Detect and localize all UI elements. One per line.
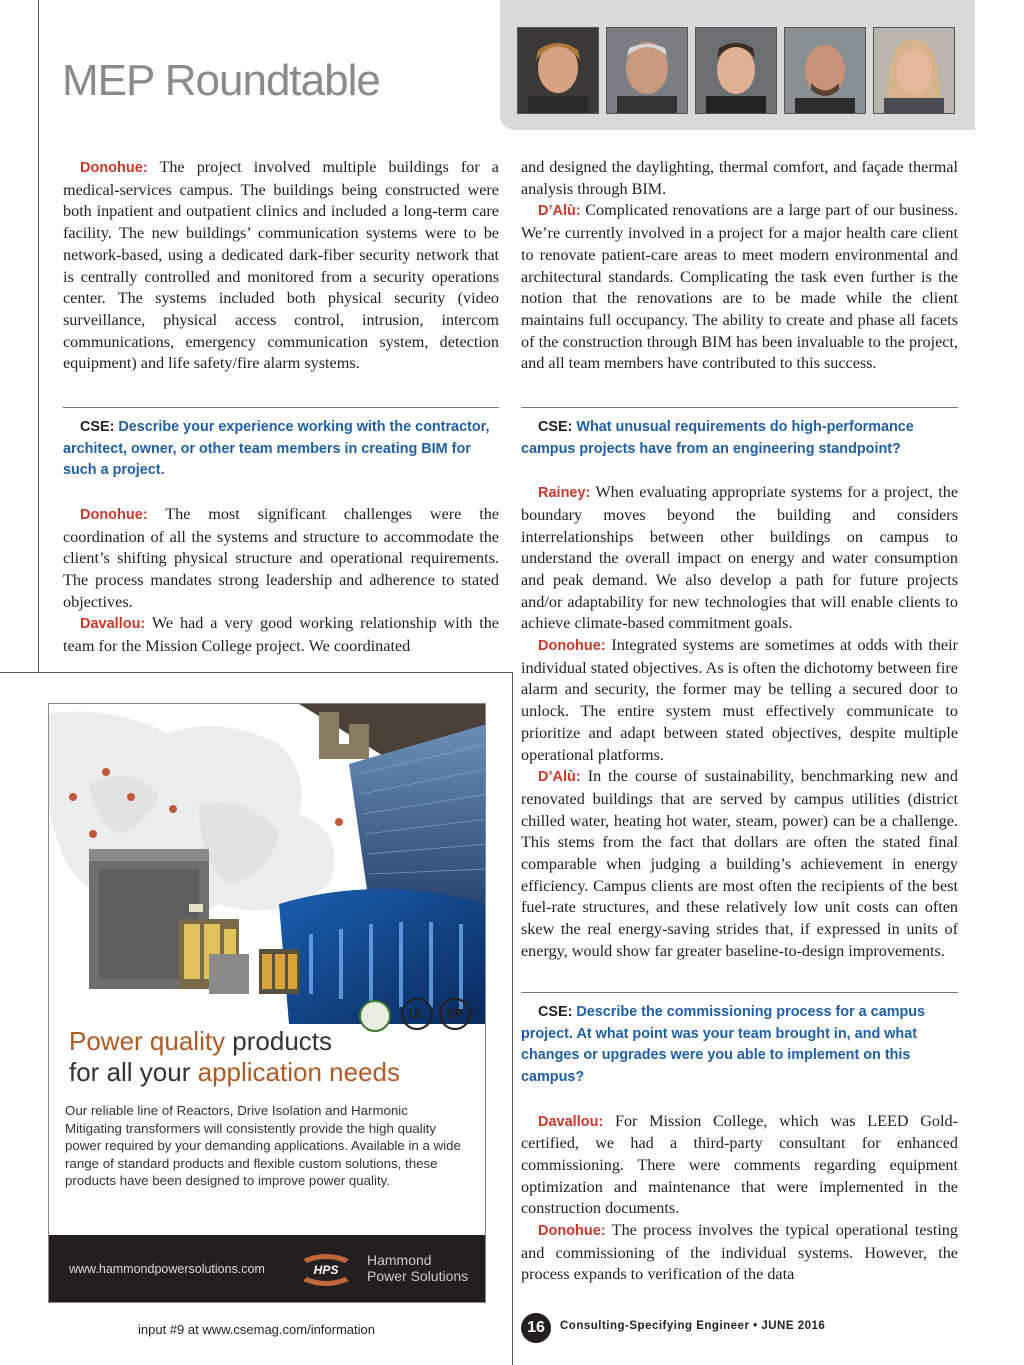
paragraph-text: In the course of sustainability, benchmarking new and renovated buildings that are served by campus utilities (district chilled water, heating hot water, steam, power) can be a challenge. This stems from the fact that dollars are often the stated final comparable when judging a building’s achievement in energy efficiency. Campus clients are most often the recipients of the best fuel-rate structures, and these relatively low unit costs can often skew the real energy-saving strides that, if expressed in units of energy, would show far greater baseline-to-design improvements. [521, 767, 958, 960]
spacer [521, 460, 958, 482]
question-label: CSE: [538, 1004, 573, 1020]
question-label: CSE: [538, 419, 573, 435]
registered-mark: ® [473, 1007, 480, 1017]
paragraph [63, 613, 499, 657]
panelist-photo-1 [517, 27, 599, 114]
paragraph-text: The most significant challenges were the coordination of all the systems and structure to accommodate the client’s shifting physical structure and operational requirements. The process mandates strong leadership and adherence to stated objectives. [63, 504, 499, 611]
right-column-top [521, 157, 958, 375]
section-rule [521, 992, 958, 993]
ad-heading-text: for all your [69, 1057, 198, 1087]
ad-website-link[interactable]: www.hammondpowersolutions.com [69, 1262, 265, 1276]
speaker-name: Davallou: [80, 616, 146, 633]
panelist-photo-4 [784, 27, 866, 114]
right-column-middle [521, 417, 958, 963]
hps-logo-text: HPS [313, 1263, 339, 1277]
ad-footer-bar [49, 1235, 486, 1303]
paragraph [521, 766, 958, 962]
panelist-photo-2 [606, 27, 688, 114]
ad-heading-accent: application needs [197, 1057, 400, 1087]
ad-body-text: Our reliable line of Reactors, Drive Isolation and Harmonic Mitigating transformers will consistently provide the high quality power required by your demanding applications. Available in a wide range of standard products and flexible custom solutions, these products have been designed to improve power quality. [65, 1103, 461, 1188]
panelist-photo-strip [500, 0, 975, 130]
ad-heading-accent: Power quality [69, 1026, 226, 1056]
spacer [63, 482, 499, 504]
paragraph [521, 1220, 958, 1286]
hammond-advertisement[interactable] [48, 703, 486, 1303]
panelist-photo-3 [695, 27, 777, 114]
page-number: 16 [521, 1313, 551, 1343]
ad-heading [69, 1026, 400, 1088]
question [521, 1002, 958, 1089]
brand-name-line-2: Power Solutions [367, 1268, 469, 1284]
right-column-bottom [521, 1002, 958, 1286]
paragraph-text: When evaluating appropriate systems for a project, the boundary moves beyond the building and considers interrelationships between other buildings on campus to understand the overall impact on energy and water consumption and peak demand. We also develop a path for future projects and/or adaptability for new technologies that will enable clients to achieve climate-based commitment goals. [521, 483, 958, 633]
ad-heading-text: products [225, 1026, 333, 1056]
paragraph [521, 482, 958, 635]
speaker-name: Donohue: [538, 1223, 606, 1240]
speaker-name: Donohue: [80, 506, 148, 523]
section-rule [521, 407, 958, 408]
speaker-name: D’Alù: [538, 203, 581, 220]
speaker-name: D’Alù: [538, 769, 581, 786]
panelist-photo-5 [873, 27, 955, 114]
speaker-name: Donohue: [80, 160, 148, 176]
paragraph-text: The process involves the typical operational testing and commissioning of the individual systems. However, the process expands to verification of the data [521, 1221, 958, 1284]
page-title: MEP Roundtable [62, 56, 380, 105]
speaker-name: Rainey: [538, 485, 591, 502]
column-divider-line [38, 0, 39, 672]
csa-certification-mark: SP [439, 998, 471, 1030]
reader-input-note: input #9 at www.csemag.com/information [138, 1322, 375, 1337]
spacer [521, 1089, 958, 1111]
paragraph-text: For Mission College, which was LEED Gold-certified, we had a third-party consultant for enhanced commissioning. There were comments regarding equipment optimization and maintenance that were implemented in the construction documents. [521, 1111, 958, 1218]
question [521, 417, 958, 460]
ad-heading-line-1 [69, 1026, 400, 1057]
speaker-name: Donohue: [538, 638, 606, 655]
section-rule [63, 407, 499, 408]
paragraph [63, 157, 499, 375]
left-column-bottom [63, 417, 499, 658]
hps-logo [295, 1253, 357, 1287]
publication-line: Consulting-Specifying Engineer • JUNE 2016 [560, 1320, 826, 1332]
paragraph-text: Integrated systems are sometimes at odds with their individual stated objectives. As is often the dichotomy between fire alarm and security, the former may be telling a secured door to unlock. The entire system must effectively communicate to prioritize and adapt between stated objectives, despite multiple operational platforms. [521, 636, 958, 764]
paragraph-text: We had a very good working relationship with the team for the Mission College project. We coordinated [63, 614, 499, 656]
paragraph [521, 635, 958, 766]
brand-name-line-1: Hammond [367, 1252, 432, 1268]
question-label: CSE: [80, 419, 115, 435]
paragraph-text: Complicated renovations are a large part of our business. We’re currently involved in a project for a major health care client to renovate patient-care areas to meet modern environmental and architectural standards. Complicating the task even further is the notion that the renovations are to be made while the client maintains full occupancy. The ability to create and phase all facets of the construction through BIM has been invaluable to the project, and all team members have contributed to this success. [521, 201, 958, 373]
paragraph [521, 200, 958, 375]
question-text: Describe your experience working with the contractor, architect, owner, or other team members in creating BIM for such a project. [63, 419, 490, 479]
question-text: Describe the commissioning process for a campus project. At what point was your team brought in, and what changes or upgrades were you able to implement on this campus? [521, 1004, 926, 1086]
question-text: What unusual requirements do high-performance campus projects have from an engineering standpoint? [521, 419, 914, 457]
paragraph-text: The project involved multiple buildings for a medical-services campus. The buildings being constructed were both inpatient and outpatient clinics and included a long-term care facility. The new buildings’ communication systems were to be network-based, using a dedicated dark-fiber security network that is centrally controlled and monitored from a security operations center. The systems included both physical security (video surveillance, physical access control, intrusion, intercom communications, emergency communication system, detection equipment) and life safety/fire alarm systems. [63, 158, 499, 373]
speaker-name: Davallou: [538, 1113, 604, 1130]
paragraph [521, 1111, 958, 1221]
brand-name [367, 1252, 468, 1284]
left-column-top [63, 157, 499, 375]
paragraph: and designed the daylighting, thermal comfort, and façade thermal analysis through BIM. [521, 158, 958, 198]
ul-certification-mark: UL [401, 998, 433, 1030]
paragraph [63, 504, 499, 614]
question [63, 417, 499, 482]
ad-hero-image [49, 704, 486, 1024]
ad-heading-line-2 [69, 1057, 400, 1088]
